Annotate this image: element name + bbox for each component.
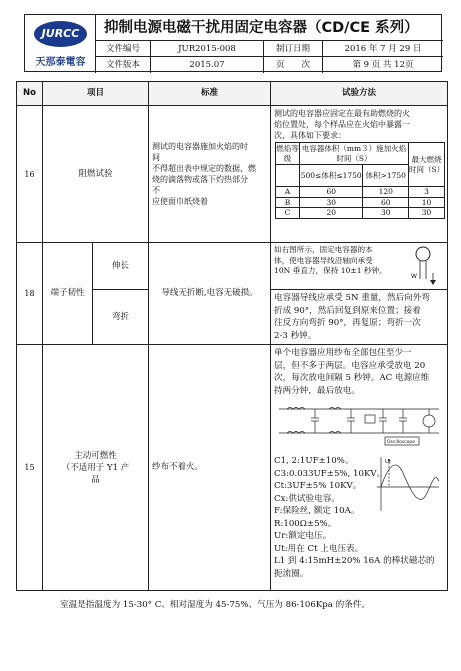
fire-cell: C [276,208,300,219]
row15-method-top-line: 次，每次放电间隔 5 秒钟。AC 电源应维 [274,373,430,383]
row15-item [43,345,149,590]
discharge-waveform-diagram [375,453,441,515]
fire-cell: 3 [409,187,445,198]
fire-cell: A [276,187,300,198]
col-header-standard: 标准 [149,82,271,106]
fire-row [276,197,445,208]
row16-method-line: 焰位置处，每个样品应在火焰中暴露一 [274,120,410,129]
row15-component-line: Ut:用在 Ct 上电压表。 [274,543,364,554]
page-value: 第 9 页 共 12页 [352,60,414,70]
waveform-label: Ut [385,459,392,465]
row15-component-line: L1 到 4:15mH±20% 16A 的棒状磁芯的 [274,556,435,566]
row16-standard [149,106,271,243]
row18-method-bend [271,290,447,345]
row15-no: 15 [17,345,43,590]
row15-method-top-line: 层，但不多于两层。电容应承受放电 20 [274,360,426,371]
fire-header-grade-spacer [276,165,300,187]
row16-standard-line: 不得超出表中规定的数据，燃 [152,164,256,173]
ambient-conditions-note: 室温是指温度为 15-30° C、相对湿度为 45-75%、气压为 86-106Kpa 的条件。 [60,600,371,610]
date-value: 2016 年 7 月 29 日 [323,41,443,57]
row15-component-line: R:100Ω±5%。 [274,518,337,529]
row15-component-line: Ct:3UF±5% 10KV。 [274,481,362,491]
fire-cell: 30 [409,208,445,219]
fire-row [276,208,445,219]
row18-method1-line: 体，使电容器导线沿轴向承受 [274,255,373,265]
fire-row [276,187,445,198]
date-label: 制订日期 [264,41,323,57]
fire-cell: B [276,197,300,208]
row15-component-line: Cx:供试验电容。 [274,493,340,504]
fire-cell: 10 [409,197,445,208]
company-name: 天那泰電容 [35,57,86,68]
col-header-no: No [17,82,43,106]
row15-standard: 纱布不着火。 [149,345,271,590]
row15-method-top-line: 单个电容器应用纱布全部包住至少一 [274,348,412,358]
fire-header-volume: 电容器体积（mm３）施加火焰时间（S） [300,143,409,165]
fire-cell: 30 [363,208,409,219]
flame-grade-table [275,142,445,219]
document-title: 抑制电源电磁干扰用固定电容器（CD/CE 系列） [96,15,443,41]
row15-component-line: 扼流圈。 [274,568,309,579]
document-header [24,14,442,72]
col-header-method: 试验方法 [271,82,447,106]
row18-method1-line: 如右图所示，固定电容器的本 [274,245,373,254]
fire-header-v1: 500≤体积≤1750 [300,165,363,187]
fire-cell: 30 [300,197,363,208]
test-spec-table [16,81,448,591]
row16-standard-line: 烧的滴落物或落下灼热部分 [152,175,248,184]
brand-name: JURCC [41,27,80,40]
row15-component-line: Ur:额定电压。 [274,531,332,541]
version-label: 文件版本 [96,57,151,73]
fire-header-grade: 燃焰等级 [276,144,299,163]
row16-item: 阻燃试验 [43,106,149,243]
company-logo [25,15,96,73]
version-value: 2015.07 [151,57,264,73]
capacitor-pull-diagram [403,245,443,287]
row15-component-line: F:保险丝, 额定 10A。 [274,506,360,516]
col-header-item: 项目 [43,82,149,106]
test-circuit-diagram [273,401,445,447]
doc-no-label: 文件编号 [96,41,151,57]
row15-item-line: （不适用于 Y1 产 [61,462,130,473]
fire-header-max: 最大燃烧时间（S） [409,143,445,187]
row16-method-line: 测试的电容器应固定在最有助燃烧的火 [274,109,410,118]
row15-item-line: 主动可燃性 [74,450,117,461]
row16-standard-line: 不 [152,186,160,195]
row18-no: 18 [17,243,43,345]
weight-label: W [411,273,417,280]
row18-item: 端子韧性 [43,243,93,345]
row18-method2-line: 2-3 秒钟。 [274,330,317,341]
row16-method-line: 次，具体如下要求： [274,131,346,140]
row15-component-line: C3:0.033UF±5%, 10KV。 [274,468,386,479]
oscilloscope-label: Oscilloscope [387,440,416,445]
header-info-grid [96,41,443,73]
fire-cell: 20 [300,208,363,219]
fire-cell: 120 [363,187,409,198]
row16-standard-line: 测试的电容器施加火焰的时 [152,142,248,151]
row18-sub-stretch: 伸长 [93,243,149,290]
doc-no-value: JUR2015-008 [151,41,264,57]
row18-method1-line: 10N 垂直力，保持 10±1 秒钟。 [274,266,387,275]
row16-no: 16 [17,106,43,243]
fire-cell: 60 [300,187,363,198]
row15-component-line: C1, 2:1UF±10%。 [274,456,354,466]
row16-standard-line: 间 [152,153,160,162]
row18-sub-bend: 弯折 [93,290,149,345]
logo-badge [34,21,87,47]
row18-method2-line: 电容器导线应承受 5N 重量，然后向外弯 [274,293,430,303]
fire-header-v2: 体积>1750 [363,165,409,187]
page-label: 页 次 [264,57,323,73]
row18-standard: 导线无折断,电容无破损。 [149,243,271,345]
row15-method-top-line: 持两分钟，最后放电。 [274,385,360,396]
row18-method2-line: 往反方向弯折 90°，再复原；弯折一次 [274,318,421,328]
row15-item-line: 品 [91,474,100,485]
fire-cell: 60 [363,197,409,208]
row16-standard-line: 应使面巾纸烧着 [152,197,208,206]
row18-method2-line: 折成 90°，然后回复到原来位置；接着 [274,305,421,316]
